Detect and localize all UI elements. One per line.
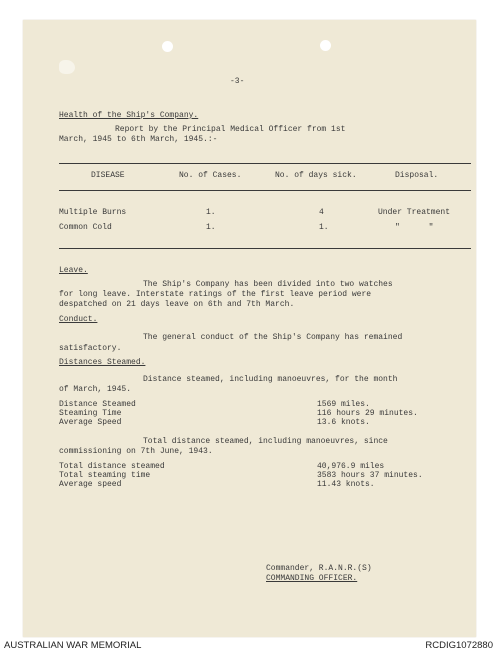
- leave-heading: Leave.: [59, 266, 88, 275]
- punch-hole: [162, 41, 173, 52]
- conduct-line-1: The general conduct of the Ship's Company has remained: [143, 333, 403, 342]
- total-label: Total steaming time: [59, 471, 151, 480]
- document-page: [23, 20, 476, 637]
- leave-line-1: The Ship's Company has been divided into two watches: [143, 280, 393, 289]
- total-value: 11.43 knots.: [317, 480, 375, 489]
- total-value: 3583 hours 37 minutes.: [317, 471, 423, 480]
- conduct-line-2: satisfactory.: [59, 344, 122, 353]
- table-cell: 1.: [206, 223, 216, 232]
- table-header-disease: DISEASE: [91, 171, 125, 180]
- month-label: Distance Steamed: [59, 400, 136, 409]
- table-cell: Common Cold: [59, 223, 112, 232]
- table-cell: 1.: [319, 223, 329, 232]
- table-header-disposal: Disposal.: [395, 171, 439, 180]
- table-header-cases: No. of Cases.: [179, 171, 242, 180]
- footer-archive-name: AUSTRALIAN WAR MEMORIAL: [4, 640, 142, 651]
- total-value: 40,976.9 miles: [317, 462, 385, 471]
- signature-rank: Commander, R.A.N.R.(S): [266, 564, 372, 573]
- health-heading: Health of the Ship's Company.: [59, 111, 199, 120]
- table-cell: " ": [395, 223, 434, 232]
- table-header-rule: [59, 190, 471, 191]
- distances-heading: Distances Steamed.: [59, 358, 146, 367]
- table-top-rule: [59, 163, 471, 164]
- month-value: 13.6 knots.: [317, 418, 370, 427]
- month-value: 116 hours 29 minutes.: [317, 409, 418, 418]
- month-value: 1569 miles.: [317, 400, 370, 409]
- leave-line-2: for long leave. Interstate ratings of the first leave period were: [59, 290, 372, 299]
- total-label: Average speed: [59, 480, 122, 489]
- table-cell: Multiple Burns: [59, 208, 127, 217]
- table-header-days: No. of days sick.: [275, 171, 357, 180]
- conduct-heading: Conduct.: [59, 315, 98, 324]
- total-intro-2: commissioning on 7th June, 1943.: [59, 447, 213, 456]
- punch-hole: [320, 40, 331, 51]
- report-line-2: March, 1945 to 6th March, 1945.:-: [59, 135, 218, 144]
- leave-line-3: despatched on 21 days leave on 6th and 7th March.: [59, 300, 295, 309]
- distances-intro-1: Distance steamed, including manoeuvres, for the month: [143, 375, 398, 384]
- table-cell: 4: [319, 208, 324, 217]
- footer-record-id: RCDIG1072880: [425, 640, 493, 651]
- month-label: Steaming Time: [59, 409, 122, 418]
- report-line-1: Report by the Principal Medical Officer from 1st: [115, 125, 346, 134]
- table-cell: Under Treatment: [378, 208, 451, 217]
- total-intro-1: Total distance steamed, including manoeuvres, since: [143, 437, 388, 446]
- table-bottom-rule: [59, 248, 471, 249]
- table-cell: 1.: [206, 208, 216, 217]
- total-label: Total distance steamed: [59, 462, 165, 471]
- signature-title: COMMANDING OFFICER.: [266, 574, 358, 583]
- month-label: Average Speed: [59, 418, 122, 427]
- torn-corner: [59, 60, 75, 74]
- page-number: -3-: [230, 77, 245, 86]
- distances-intro-2: of March, 1945.: [59, 385, 132, 394]
